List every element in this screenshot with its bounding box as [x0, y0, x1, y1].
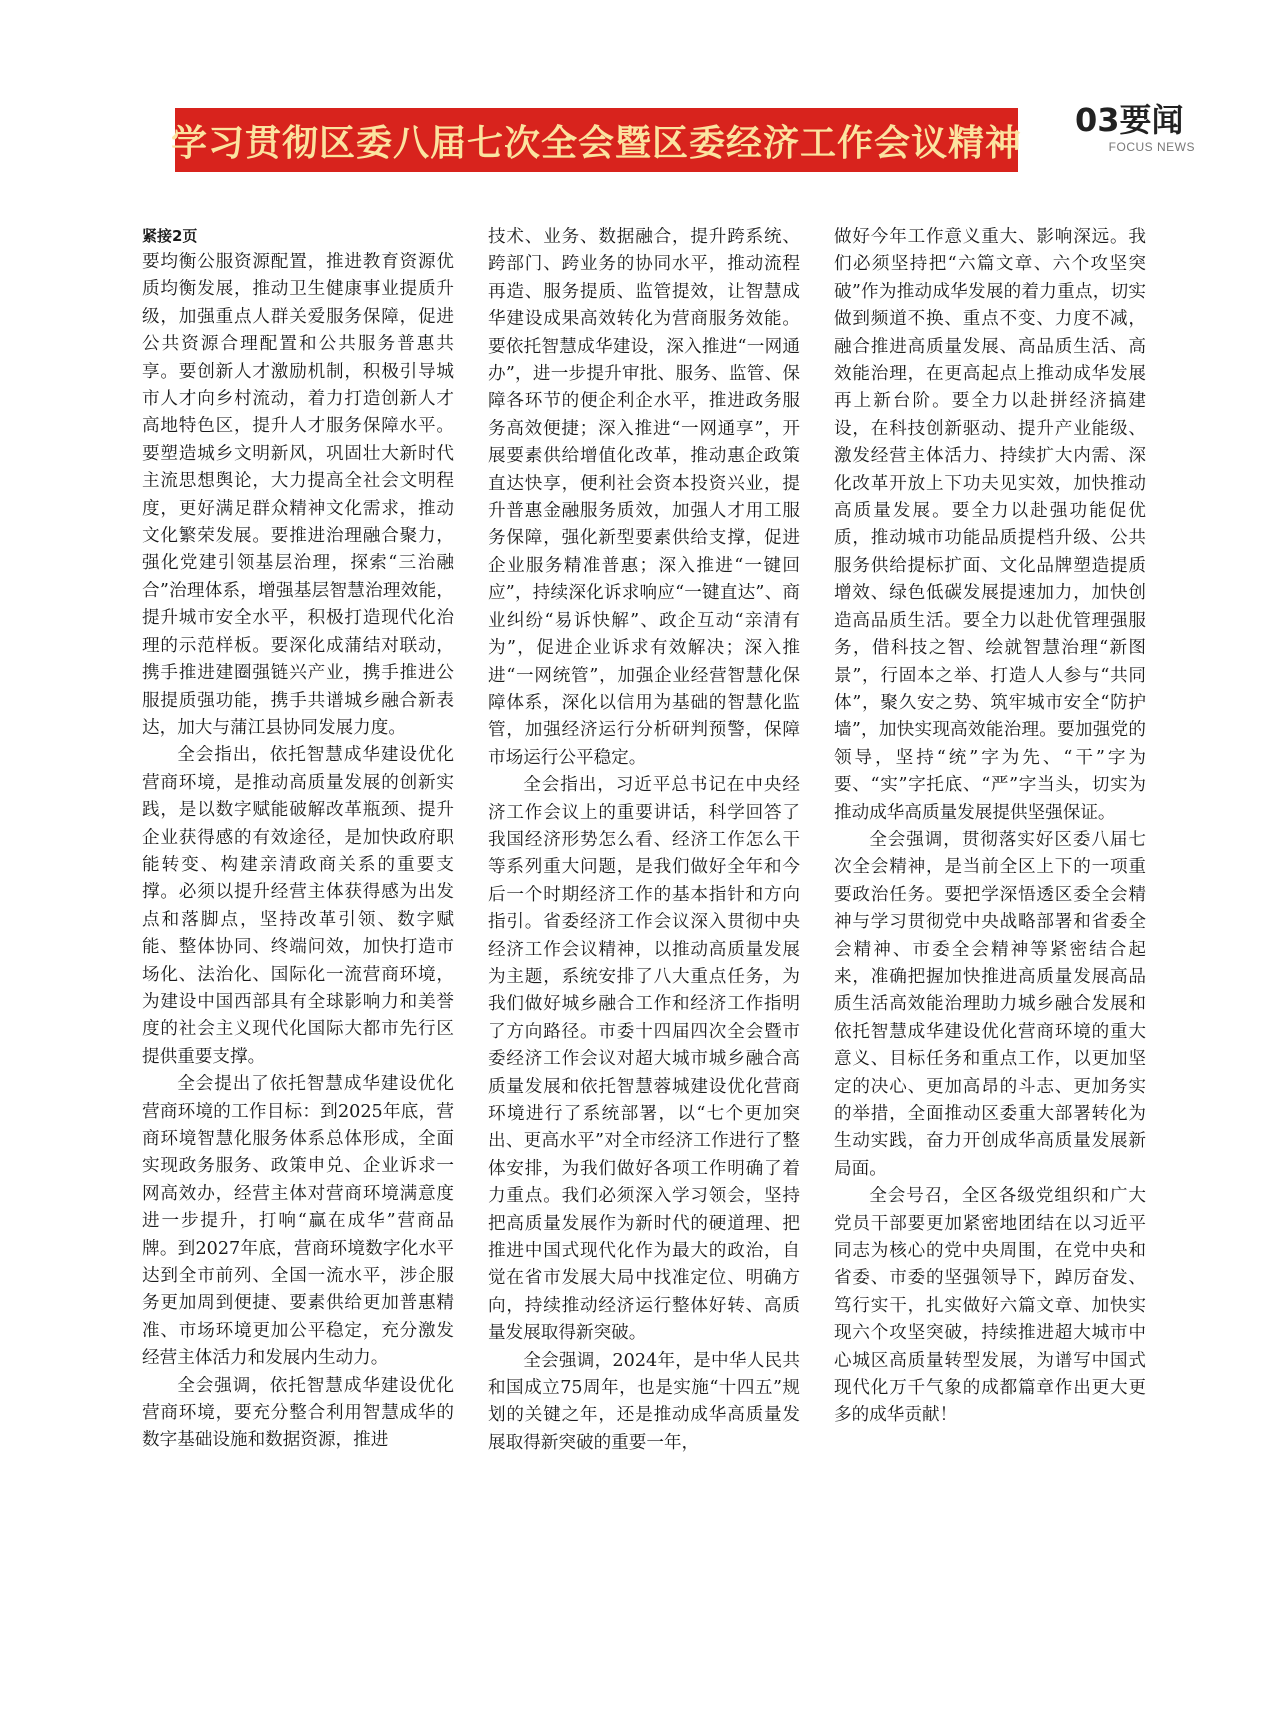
paragraph: 要均衡公服资源配置，推进教育资源优质均衡发展，推动卫生健康事业提质升级，加强重点人群关爱服务保障，促进公共资源合理配置和公共服务普惠共享。要创新人才激励机制，积极引导城市人才向乡村流动，着力打造创新人才高地特色区，提升人才服务保障水平。要塑造城乡文明新风，巩固壮大新时代主流思想舆论，大力提高全社会文明程度，更好满足群众精神文化需求，推动文化繁荣发展。要推进治理融合聚力，强化党建引领基层治理，探索“三治融合”治理体系，增强基层智慧治理效能，提升城市安全水平，积极打造现代化治理的示范样板。要深化成蒲结对联动，携手推进建圈强链兴产业，携手推进公服提质强功能，携手共谱城乡融合新表达，加大与蒲江县协同发展力度。	[142, 252, 454, 738]
paragraph: 全会强调，2024年，是中华人民共和国成立75周年，也是实施“十四五”规划的关键之年，还是推动成华高质量发展取得新突破的重要一年，	[488, 1350, 800, 1453]
paragraph: 全会提出了依托智慧成华建设优化营商环境的工作目标：到2025年底，营商环境智慧化服务体系总体形成，全面实现政务服务、政策申兑、企业诉求一网高效办，经营主体对营商环境满意度进一步提升，打响“赢在成华”营商品牌。到2027年底，营商环境数字化水平达到全市前列、全国一流水平，涉企服务更加周到便捷、要素供给更加普惠精准、市场环境更加公平稳定，充分激发经营主体活力和发展内生动力。	[142, 1074, 454, 1369]
section-label	[1075, 101, 1205, 154]
paragraph: 全会号召，全区各级党组织和广大党员干部要更加紧密地团结在以习近平同志为核心的党中央周围，在党中央和省委、市委的坚强领导下，踔厉奋发、笃行实干，扎实做好六篇文章、加快实现六个攻坚突破，持续推进超大城市中心城区高质量转型发展，为谱写中国式现代化万千气象的成都篇章作出更大更多的成华贡献！	[834, 1186, 1146, 1426]
paragraph: 全会强调，贯彻落实好区委八届七次全会精神，是当前全区上下的一项重要政治任务。要把学深悟透区委全会精神与学习贯彻党中央战略部署和省委全会精神、市委全会精神等紧密结合起来，准确把握加快推进高质量发展高品质生活高效能治理助力城乡融合发展和依托智慧成华建设优化营商环境的重大意义、目标任务和重点工作，以更加坚定的决心、更加高昂的斗志、更加务实的举措，全面推动区委重大部署转化为生动实践，奋力开创成华高质量发展新局面。	[834, 829, 1146, 1179]
section-title: 03要闻	[1075, 101, 1184, 139]
section-subtitle: FOCUS NEWS	[1108, 139, 1195, 154]
article-column-2	[488, 224, 800, 1457]
paragraph: 全会强调，依托智慧成华建设优化营商环境，要充分整合利用智慧成华的数字基础设施和数据资源，推进	[142, 1375, 454, 1451]
paragraph: 全会指出，依托智慧成华建设优化营商环境，是推动高质量发展的创新实践，是以数字赋能破解改革瓶颈、提升企业获得感的有效途径，是加快政府职能转变、构建亲清政商关系的重要支撑。必须以提升经营主体获得感为出发点和落脚点，坚持改革引领、数字赋能、整体协同、终端问效，加快打造市场化、法治化、国际化一流营商环境，为建设中国西部具有全球影响力和美誉度的社会主义现代化国际大都市先行区提供重要支撑。	[142, 745, 454, 1067]
headline-title: 学习贯彻区委八届七次全会暨区委经济工作会议精神	[171, 121, 1023, 164]
headline-banner	[171, 108, 1023, 172]
paragraph: 技术、业务、数据融合，提升跨系统、跨部门、跨业务的协同水平，推动流程再造、服务提质、监管提效，让智慧成华建设成果高效转化为营商服务效能。要依托智慧成华建设，深入推进“一网通办”，进一步提升审批、服务、监管、保障各环节的便企利企水平，推进政务服务高效便捷；深入推进“一网通享”，开展要素供给增值化改革，推动惠企政策直达快享，便利社会资本投资兴业，提升普惠金融服务质效，加强人才用工服务保障，强化新型要素供给支撑，促进企业服务精准普惠；深入推进“一键回应”，持续深化诉求响应“一键直达”、商业纠纷“易诉快解”、政企互动“亲清有为”，促进企业诉求有效解决；深入推进“一网统管”，加强企业经营智慧化保障体系，深化以信用为基础的智慧化监管，加强经济运行分析研判预警，保障市场运行公平稳定。	[488, 227, 800, 768]
continued-label: 紧接2页	[142, 227, 198, 245]
article-column-1	[142, 224, 454, 1455]
article-column-3	[834, 224, 1146, 1430]
paragraph: 做好今年工作意义重大、影响深远。我们必须坚持把“六篇文章、六个攻坚突破”作为推动成华发展的着力重点，切实做到频道不换、重点不变、力度不减，融合推进高质量发展、高品质生活、高效能治理，在更高起点上推动成华发展再上新台阶。要全力以赴拼经济搞建设，在科技创新驱动、提升产业能级、激发经营主体活力、持续扩大内需、深化改革开放上下功夫见实效，加快推动高质量发展。要全力以赴强功能促优质，推动城市功能品质提档升级、公共服务供给提标扩面、文化品牌塑造提质增效、绿色低碳发展提速加力，加快创造高品质生活。要全力以赴优管理强服务，借科技之智、绘就智慧治理“新图景”，行固本之举、打造人人参与“共同体”，聚久安之势、筑牢城市安全“防护墙”，加快实现高效能治理。要加强党的领导，坚持“统”字为先、“干”字为要、“实”字托底、“严”字当头，切实为推动成华高质量发展提供坚强保证。	[834, 227, 1146, 823]
paragraph: 全会指出，习近平总书记在中央经济工作会议上的重要讲话，科学回答了我国经济形势怎么看、经济工作怎么干等系列重大问题，是我们做好全年和今后一个时期经济工作的基本指针和方向指引。省委经济工作会议深入贯彻中央经济工作会议精神，以推动高质量发展为主题，系统安排了八大重点任务，为我们做好城乡融合工作和经济工作指明了方向路径。市委十四届四次全会暨市委经济工作会议对超大城市城乡融合高质量发展和依托智慧蓉城建设优化营商环境进行了系统部署，以“七个更加突出、更高水平”对全市经济工作进行了整体安排，为我们做好各项工作明确了着力重点。我们必须深入学习领会，坚持把高质量发展作为新时代的硬道理、把推进中国式现代化作为最大的政治，自觉在省市发展大局中找准定位、明确方向，持续推动经济运行整体好转、高质量发展取得新突破。	[488, 775, 800, 1344]
